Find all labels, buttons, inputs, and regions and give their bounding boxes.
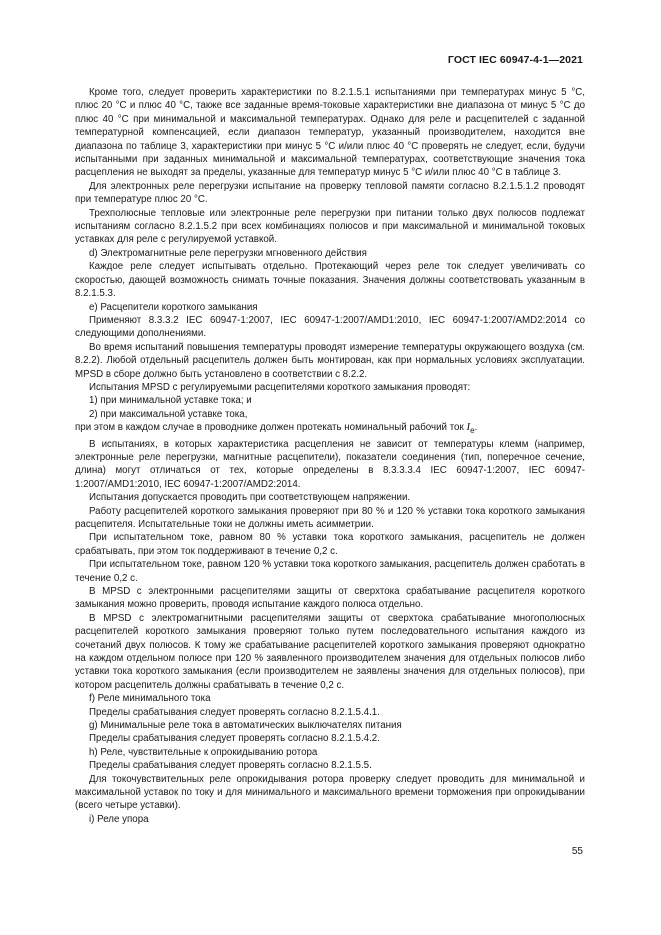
paragraph: Каждое реле следует испытывать отдельно. Протекающий через реле ток следует увеличивать со скоростью, дающей возможность снимать точные показания. Значения должны соответствовать указанным в 8.2.1.5.3. xyxy=(75,261,585,300)
paragraph: При испытательном токе, равном 80 % уставки тока короткого замыкания, расцепитель не должен срабатывать, при этом ток поддерживают в течение 0,2 с. xyxy=(75,532,585,557)
current-symbol: I xyxy=(466,421,471,434)
paragraph: Пределы срабатывания следует проверять согласно 8.2.1.5.4.2. xyxy=(89,733,380,745)
list-item-d: d) Электромагнитные реле перегрузки мгновенного действия xyxy=(89,247,367,259)
paragraph: При испытательном токе, равном 120 % уставки тока короткого замыкания, расцепитель должен сработать в течение 0,2 с. xyxy=(75,559,585,584)
paragraph: Пределы срабатывания следует проверять согласно 8.2.1.5.5. xyxy=(89,760,372,772)
list-item-f: f) Реле минимального тока xyxy=(89,693,211,705)
body-text xyxy=(75,86,585,826)
paragraph: Для электронных реле перегрузки испытание на проверку тепловой памяти согласно 8.2.1.5.1.2 проводят при температуре плюс 20 °С. xyxy=(75,180,585,206)
page-number: 55 xyxy=(571,846,583,857)
paragraph: Для токочувствительных реле опрокидывания ротора проверку следует проводить для минимальной и максимальной уставок по току и для минимального и максимального времени торможения при опрокидывании (всего четыре уставки). xyxy=(75,773,585,812)
paragraph: Испытания MPSD с регулируемыми расцепителями короткого замыкания проводят: xyxy=(89,381,471,393)
line-end: . xyxy=(474,422,478,434)
list-item-g: g) Минимальные реле тока в автоматических выключателях питания xyxy=(89,720,402,732)
line-text: при этом в каждом случае в проводнике должен протекать номинальный рабочий ток xyxy=(75,422,467,434)
paragraph: Работу расцепителей короткого замыкания проверяют при 80 % и 120 % уставки тока короткого замыкания расцепителя. Испытательные токи не должны иметь асимметрии. xyxy=(75,505,585,530)
current-subscript: e xyxy=(470,426,475,436)
paragraph: Испытания допускается проводить при соответствующем напряжении. xyxy=(89,492,411,504)
list-item-e: e) Расцепители короткого замыкания xyxy=(89,301,258,313)
list-item-i: i) Реле упора xyxy=(89,813,149,825)
list-item-2: 2) при максимальной уставке тока, xyxy=(89,408,248,420)
paragraph: Применяют 8.3.3.2 IEC 60947-1:2007, IEC 60947-1:2007/AMD1:2010, IEC 60947-1:2007/AMD2:2014 со следующими дополнениями. xyxy=(75,314,585,340)
paragraph: Кроме того, следует проверить характеристики по 8.2.1.5.1 испытаниями при температурах минус 5 °С, плюс 20 °С и плюс 40 °С, также все заданные время-токовые характеристики вне диапазона от минус 5 °С до плюс 40 °С при минимальной и максимальной температурах. Однако для реле и расцепителей с заданной температурной компенсацией, если диапазон температур, указанный производителем, находится вне диапазона по таблице 3, характеристики при минус 5 °С и/или плюс 40 °С проверять не следует, если, будучи испытанными при заданных минимальной и максимальной температурах, соответствующие значения тока расцепления не выходят за пределы, указанные для температур минус 5 °С и/или плюс 40 °С в таблице 3. xyxy=(75,87,585,179)
document-header: ГОСТ IEC 60947-4-1—2021 xyxy=(447,54,583,66)
paragraph: В MPSD с электронными расцепителями защиты от сверхтока срабатывание расцепителя короткого замыкания можно проверить, проводя испытание каждого полюса отдельно. xyxy=(75,585,585,611)
paragraph: В испытаниях, в которых характеристика расцепления не зависит от температуры клемм (например, электронные реле перегрузки, магнитные расцепители), показатели соединения (тип, поперечное сечение, длина) могут отличаться от тех, которые определены в 8.3.3.3.4 IEC 60947-1:2007, IEC 60947-1:2007/AMD1:2010, IEC 60947-1:2007/AMD2:2014. xyxy=(75,438,585,490)
list-item-1: 1) при минимальной уставке тока; и xyxy=(89,395,252,407)
paragraph: Во время испытаний повышения температуры проводят измерение температуры окружающего воздуха (см. 8.2.2). Любой отдельный расцепитель должен быть монтирован, как при нормальных условиях эксплуатации. MPSD в сборе должно быть установлено в соответствии с 8.2.2. xyxy=(75,341,585,380)
paragraph: Трехполюсные тепловые или электронные реле перегрузки при питании только двух полюсов подлежат испытаниям согласно 8.2.1.5.2 при всех комбинациях полюсов и при максимальной и минимальной токовых уставках для реле с регулируемой уставкой. xyxy=(75,207,585,246)
list-item-h: h) Реле, чувствительные к опрокидыванию ротора xyxy=(89,746,318,758)
paragraph: Пределы срабатывания следует проверять согласно 8.2.1.5.4.1. xyxy=(89,706,380,718)
paragraph-noindent xyxy=(75,421,585,437)
paragraph: В MPSD с электромагнитными расцепителями защиты от сверхтока срабатывание многополюсных расцепителей короткого замыкания проверяют только путем последовательного испытания каждого из сочетаний двух полюсов. К тому же срабатывание расцепителей короткого замыкания проверяют однократно на каждом отдельном полюсе при 120 % заявленного производителем значения для отдельных полюсов либо уставки тока короткого замыкания (если производителем не заявлены значения для отдельных полюсов), при котором расцепитель должны срабатывать в течение 0,2 с. xyxy=(75,612,585,691)
